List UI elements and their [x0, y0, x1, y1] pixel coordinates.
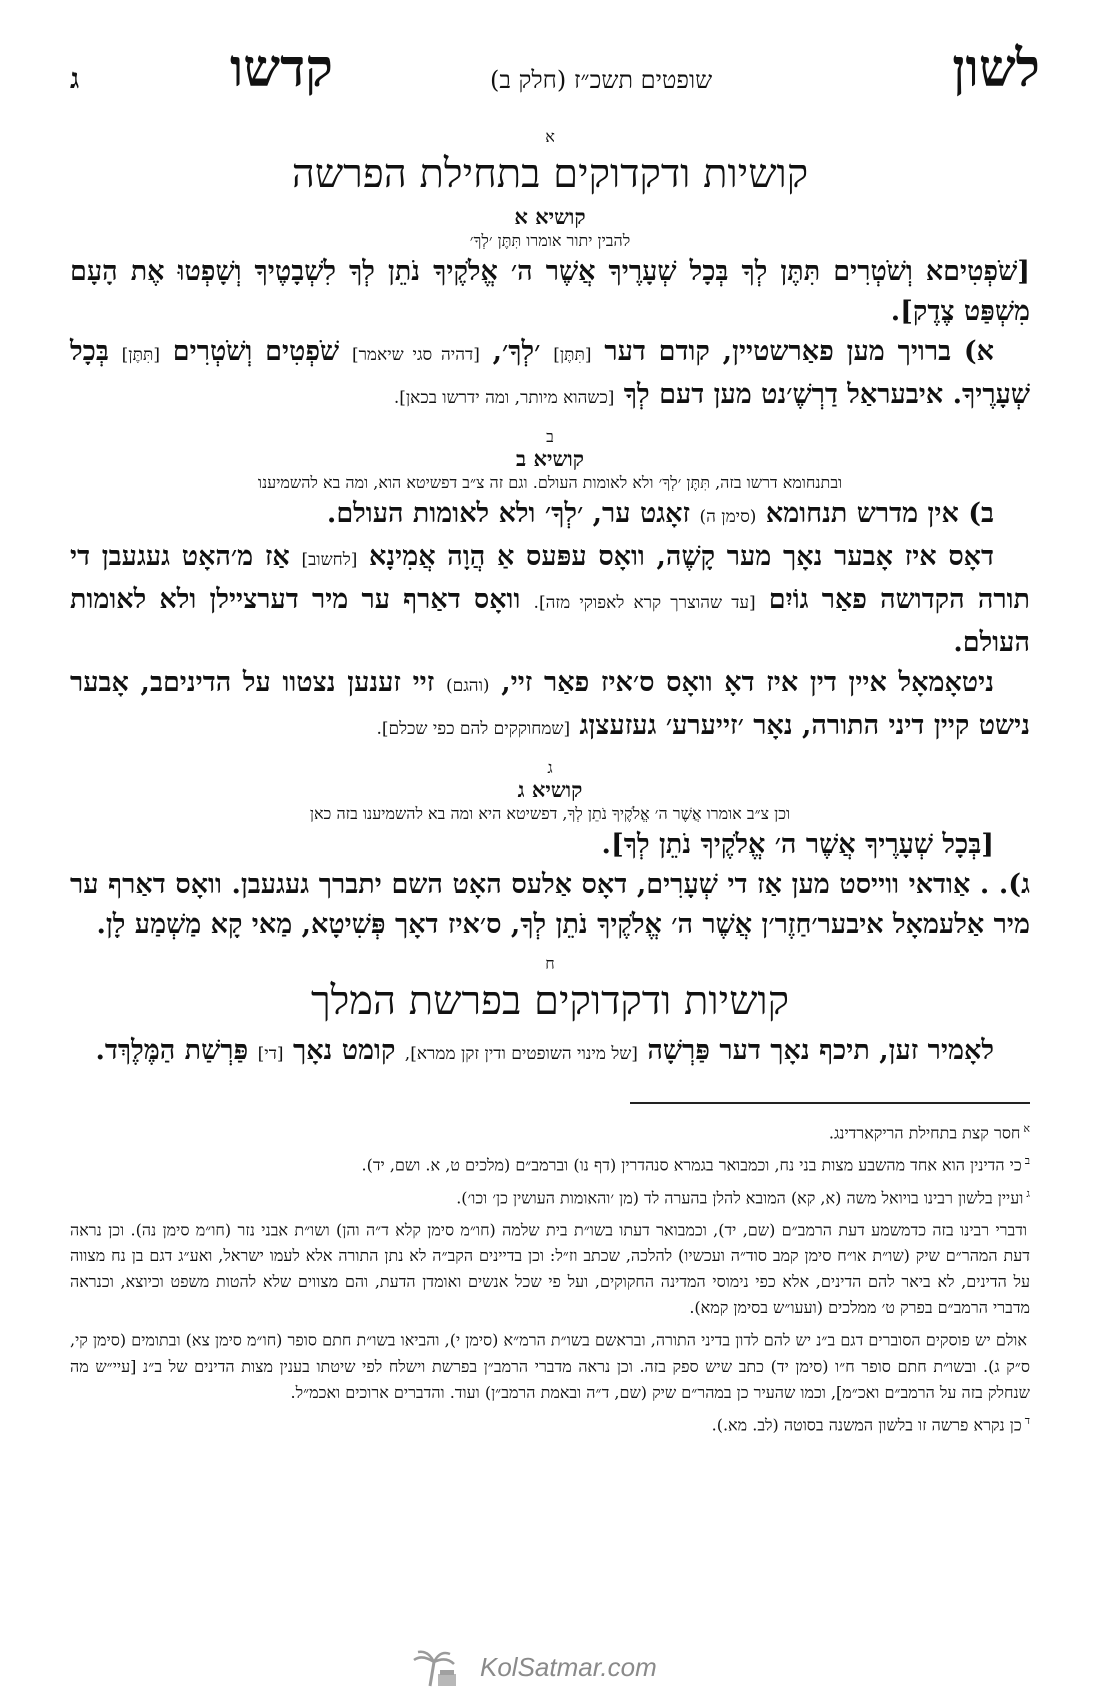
section-title: קושיות ודקדוקים בפרשת המלך — [310, 978, 790, 1024]
paragraph: לאָמיר זען, תיכף נאָך דער פַּרְשָׁה [של מינוי השופטים ודין זקן ממרא], קומט נאָך [די] פַּרְשַׁת הַמֶּלֶךְד. — [95, 1035, 994, 1066]
page-header — [60, 38, 1040, 108]
footnote: ודברי רבינו בזה כדמשמע דעת הרמב״ם (שם, יד), וכמבואר דעתו בשו״ת בית שלמה (חו״מ סימן קלא ד״ה והן) ושו״ת אבני נזר (חו״מ סימן נה). וכן נראה דעת המהר״ם שיק (שו״ת או״ח סימן קמב סוד״ה ועכשיו) להלכה, שכתב וז״ל: וכן בדיינים הקב״ה לא נתן התורה אלא לעמו ישראל, ואע״ג דגם בן נח מצווה על הדינים, לא ביאר להם הדינים, אלא כפי נימוסי המדינה החקוקים, ועל פי שכל אנשים ואומדן הדעת, והם מצווים שלא להטות משפט וכיוצא, וכנראה מדברי הרמב״ם בפרק ט׳ ממלכים (ועעו״ש בסימן קמא). — [70, 1220, 1030, 1318]
footnote: אולם יש פוסקים הסוברים דגם ב״נ יש להם לדון בדיני התורה, ובראשם בשו״ת הרמ״א (סימן י), והביאו בשו״ת חתם סופר (חו״מ סימן צא) ובתומים (סימן קי, ס״ק ג). ובשו״ת חתם סופר ח״ו (סימן יד) כתב שיש ספק בזה. וכן נראה מדברי הרמב״ן בפרשת וישלח לפי שיטתו בענין מצות הדינים של ב״נ [עיי״ש מה שנחלק בזה על הרמב״ם ואכ״מ], וכמו שהעיר כן במהר״ם שיק (שם, ד״ה ובאמת הרמב״ן) ועוד. והדברים ארוכים ואכמ״ל. — [70, 1330, 1030, 1402]
logo-text: KolSatmar.com — [480, 1652, 657, 1682]
footnote: $^ג$ועיין בלשון רבינו בויואל משה (א, קא) המובא להלן בהערה לד (מן ׳והאומות העושין כן׳ וכו׳). — [456, 1186, 1030, 1207]
footnote: $^ד$כן נקרא פרשה זו בלשון המשנה בסוטה (לב. מא.). — [711, 1413, 1030, 1434]
paragraph: ג). . אַודאי ווייסט מען אַז די שְׁעָרִים, דאָס אַלעס האָט השם יתברך געגעבן. וואָס דאַרף ער מיר אַלעמאָל איבער׳חַזֶר׳ן אֲשֶׁר ה׳ אֱלֹקֶיךָ נֹתֵן לְךָ, ס׳איז דאָך פְּשִׁיטָא, מַאי קָא מַשְׁמַע לָן. — [70, 869, 1030, 940]
kushya-note: וכן צ״ב אומרו אֲשֶׁר ה׳ אֱלֹקֶיךָ נֹתֵן לְךָ, דפשיטא היא ומה בא להשמיענו בזה כאן — [309, 804, 791, 823]
kushya-title: קושיא ב — [516, 446, 584, 471]
section-marker: ג — [547, 758, 553, 777]
footnotes — [70, 1116, 1030, 1438]
footnote: $^ב$כי הדינין הוא אחד מהשבע מצות בני נח, וכמבואר בגמרא סנהדרין (דף נו) וברמב״ם (מלכים ט, א. ושם, יד). — [361, 1154, 1030, 1175]
main-content — [70, 128, 1030, 1440]
footnote-divider — [630, 1102, 1030, 1104]
section-marker: ח — [545, 954, 555, 973]
paragraph: דאָס איז אָבער נאָך מער קָשֶׁה, וואָס עפּעס אַ הֲוָה אֲמִינָא [לחשוב] אַז מ׳האָט געגעבן די תורה הקדושה פאַר גוֹיִם [עד שהוצרך קרא לאפוקי מזה]. וואָס דאַרף ער מיר דערציילן ולא לאומות העולם. — [70, 541, 1030, 658]
kushya-title: קושיא א — [514, 204, 586, 229]
kushya-title: קושיא ג — [517, 777, 583, 802]
kolsatmar-logo[interactable] — [410, 1648, 680, 1688]
paragraph: ב) אין מדרש תנחומא (סימן ה) זאָגט ער, ׳לְךָ׳ ולא לאומות העולם. — [326, 498, 994, 529]
section-title: קושיות ודקדוקים בתחילת הפרשה — [291, 151, 809, 197]
kushya-note: ובתנחומא דרשו בזה, תִּתֶּן ׳לְךָ׳ ולא לאומות העולם. וגם זה צ״ב דפשיטא הוא, ומה בא להשמיענו — [257, 473, 843, 492]
header-title-right: לשון — [952, 38, 1040, 99]
verse-quote: [שֹׁפְטִיםא וְשֹׁטְרִים תִּתֶּן לְךָ בְּכָל שְׁעָרֶיךָ אֲשֶׁר ה׳ אֱלֹקֶיךָ נֹתֵן לְךָ לִשְׁבָטֶיךָ וְשָׁפְטוּ אֶת הָעָם מִשְׁפַּט צֶדֶק]. — [70, 256, 1030, 327]
footnote: $^א$חסר קצת בתחילת הריקארדינג. — [828, 1122, 1030, 1143]
verse-quote: [בְּכָל שְׁעָרֶיךָ אֲשֶׁר ה׳ אֱלֹקֶיךָ נֹתֵן לְךָ]. — [601, 829, 994, 860]
palm-tree-icon — [410, 1648, 466, 1688]
paragraph: ניטאָמאָל איין דין איז דאָ וואָס ס׳איז פאַר זיי, (והגם) זיי זענען נצטוו על הדיניםב, אָבער נישט קיין דיני התורה, נאָר ׳זייערע׳ געזעצןג [שמחוקקים להם כפי שכלם]. — [70, 667, 1030, 741]
section-marker: א — [545, 127, 555, 146]
header-title-left: קדשו — [230, 38, 333, 99]
header-parsha: שופטים תשכ״ז (חלק ב) — [490, 66, 713, 94]
page-number: ג — [70, 62, 80, 95]
paragraph: א) ברויך מען פאַרשטיין, קודם דער [תִּתֶּן] ׳לְךָ׳, [דהיה סגי שיאמר] שֹׁפְטִים וְשֹׁטְרִים [תִּתֶּן] בְּכָל שְׁעָרֶיךָ. איבעראַל דַרְשֶׁ׳נט מען דעם לְךָ [כשהוא מיותר, ומה ידרשו בכאן]. — [70, 336, 1030, 410]
section-marker: ב — [546, 427, 554, 446]
kushya-note: להבין יתור אומרו תִּתֶּן ׳לְךָ׳ — [469, 231, 631, 250]
